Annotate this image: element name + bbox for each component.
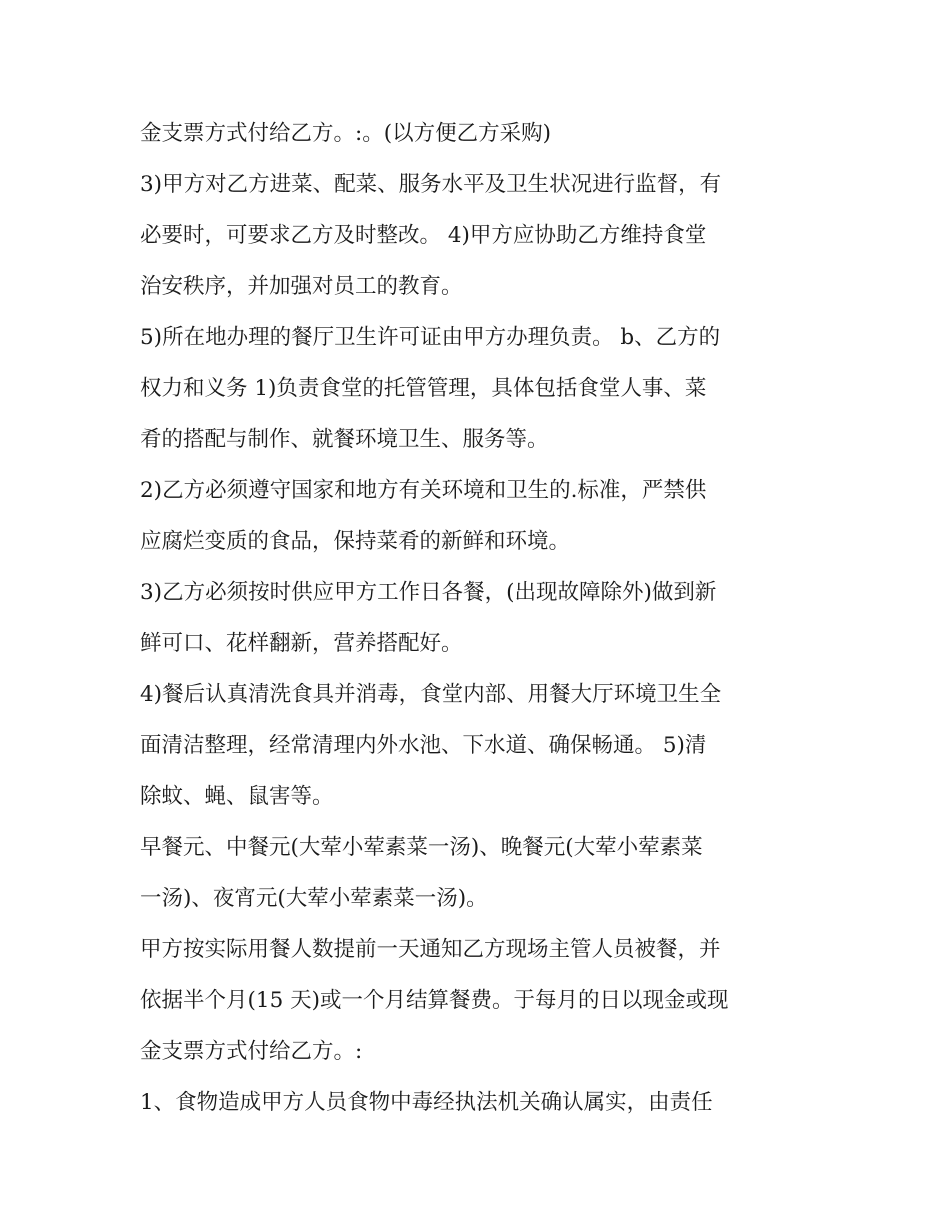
text-line: 金支票方式付给乙方。:。(以方便乙方采购) xyxy=(140,121,552,146)
text-line: 4)餐后认真清洗食具并消毒，食堂内部、用餐大厅环境卫生全 xyxy=(140,682,722,707)
text-line: 肴的搭配与制作、就餐环境卫生、服务等。 xyxy=(140,427,549,452)
text-line: 3)乙方必须按时供应甲方工作日各餐，(出现故障除外)做到新 xyxy=(140,580,717,605)
document-body xyxy=(140,108,820,1128)
text-line: 权力和义务 1)负责食堂的托管管理，具体包括食堂人事、菜 xyxy=(140,376,707,401)
text-line: 鲜可口、花样翻新，营养搭配好。 xyxy=(140,631,463,656)
text-line: 1、食物造成甲方人员食物中毒经执法机关确认属实，由责任 xyxy=(140,1090,713,1115)
text-line: 面清洁整理，经常清理内外水池、下水道、确保畅通。 5)清 xyxy=(140,733,707,758)
text-line: 应腐烂变质的食品，保持菜肴的新鲜和环境。 xyxy=(140,529,571,554)
text-line: 早餐元、中餐元(大荤小荤素菜一汤)、晚餐元(大荤小荤素菜 xyxy=(140,835,703,860)
text-line: 3)甲方对乙方进菜、配菜、服务水平及卫生状况进行监督，有 xyxy=(140,172,722,197)
text-line: 金支票方式付给乙方。: xyxy=(140,1039,363,1064)
text-line: 一汤)、夜宵元(大荤小荤素菜一汤)。 xyxy=(140,886,488,911)
text-line: 甲方按实际用餐人数提前一天通知乙方现场主管人员被餐，并 xyxy=(140,937,721,962)
text-line: 2)乙方必须遵守国家和地方有关环境和卫生的.标准，严禁供 xyxy=(140,478,707,503)
text-line: 依据半个月(15 天)或一个月结算餐费。于每月的日以现金或现 xyxy=(140,988,729,1013)
text-line: 5)所在地办理的餐厅卫生许可证由甲方办理负责。 b、乙方的 xyxy=(140,325,721,350)
text-line: 必要时，可要求乙方及时整改。 4)甲方应协助乙方维持食堂 xyxy=(140,223,707,248)
text-line: 除蚊、蝇、鼠害等。 xyxy=(140,784,334,809)
text-line: 治安秩序，并加强对员工的教育。 xyxy=(140,274,463,299)
